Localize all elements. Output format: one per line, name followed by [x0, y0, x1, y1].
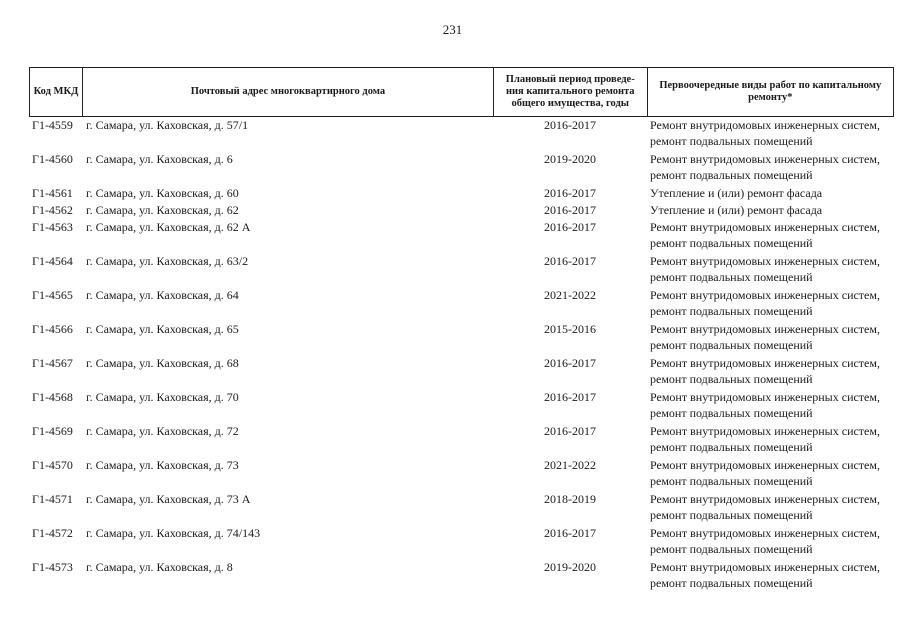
cell-works [647, 559, 894, 593]
works-line-2: ремонт подвальных помещений [650, 168, 813, 182]
cell-period: 2016-2017 [544, 118, 596, 132]
works-line-2: ремонт подвальных помещений [650, 576, 813, 590]
cell-address: г. Самара, ул. Каховская, д. 73 [86, 458, 239, 472]
cell-period: 2016-2017 [544, 203, 596, 217]
cell-address: г. Самара, ул. Каховская, д. 73 А [86, 492, 251, 506]
table-row [29, 202, 894, 219]
works-line-2: ремонт подвальных помещений [650, 542, 813, 556]
cell-code: Г1-4568 [32, 390, 73, 404]
cell-code: Г1-4564 [32, 254, 73, 268]
cell-code: Г1-4560 [32, 152, 73, 166]
cell-code: Г1-4565 [32, 288, 73, 302]
table-row [29, 321, 894, 355]
cell-period: 2016-2017 [544, 186, 596, 200]
cell-period: 2016-2017 [544, 390, 596, 404]
cell-address: г. Самара, ул. Каховская, д. 60 [86, 186, 239, 200]
cell-works [647, 491, 894, 525]
works-line-1: Ремонт внутридомовых инженерных систем, [650, 118, 880, 132]
works-line-2: ремонт подвальных помещений [650, 134, 813, 148]
cell-address: г. Самара, ул. Каховская, д. 62 А [86, 220, 251, 234]
cell-works [647, 287, 894, 321]
table-row [29, 491, 894, 525]
works-line-1: Ремонт внутридомовых инженерных систем, [650, 254, 880, 268]
cell-code: Г1-4569 [32, 424, 73, 438]
cell-period: 2018-2019 [544, 492, 596, 506]
works-line-1: Ремонт внутридомовых инженерных систем, [650, 492, 880, 506]
table-row [29, 525, 894, 559]
cell-works [647, 457, 894, 491]
cell-works [647, 117, 894, 151]
works-line-2: ремонт подвальных помещений [650, 270, 813, 284]
cell-address: г. Самара, ул. Каховская, д. 57/1 [86, 118, 249, 132]
works-line-1: Ремонт внутридомовых инженерных систем, [650, 356, 880, 370]
cell-works [647, 389, 894, 423]
header-period: Плановый период проведе-ния капитального ремонта общего имущества, годы [493, 68, 647, 116]
table-row [29, 559, 894, 593]
works-line-2: ремонт подвальных помещений [650, 474, 813, 488]
cell-works [647, 525, 894, 559]
cell-works [647, 253, 894, 287]
cell-period: 2016-2017 [544, 356, 596, 370]
table-row [29, 423, 894, 457]
works-line-1: Ремонт внутридомовых инженерных систем, [650, 288, 880, 302]
cell-address: г. Самара, ул. Каховская, д. 65 [86, 322, 239, 336]
repair-table [29, 67, 894, 593]
header-works: Первоочередные виды работ по капитальному ремонту* [647, 68, 893, 116]
cell-works [647, 185, 894, 202]
cell-address: г. Самара, ул. Каховская, д. 74/143 [86, 526, 261, 540]
cell-works [647, 355, 894, 389]
cell-code: Г1-4570 [32, 458, 73, 472]
table-row [29, 389, 894, 423]
works-line-1: Ремонт внутридомовых инженерных систем, [650, 526, 880, 540]
cell-period: 2019-2020 [544, 152, 596, 166]
page-number: 231 [442, 22, 463, 37]
cell-period: 2015-2016 [544, 322, 596, 336]
cell-code: Г1-4571 [32, 492, 73, 506]
works-line-2: ремонт подвальных помещений [650, 236, 813, 250]
works-line-1: Ремонт внутридомовых инженерных систем, [650, 152, 880, 166]
cell-works [647, 202, 894, 219]
header-address: Почтовый адрес многоквартирного дома [82, 68, 493, 116]
cell-code: Г1-4567 [32, 356, 73, 370]
table-row [29, 287, 894, 321]
cell-period: 2016-2017 [544, 526, 596, 540]
works-line-2: ремонт подвальных помещений [650, 406, 813, 420]
cell-code: Г1-4561 [32, 186, 73, 200]
cell-works [647, 151, 894, 185]
table-header [29, 67, 894, 117]
cell-address: г. Самара, ул. Каховская, д. 63/2 [86, 254, 249, 268]
works-line-2: ремонт подвальных помещений [650, 338, 813, 352]
works-line-2: ремонт подвальных помещений [650, 372, 813, 386]
cell-works [647, 321, 894, 355]
cell-code: Г1-4559 [32, 118, 73, 132]
cell-period: 2016-2017 [544, 254, 596, 268]
works-line-2: ремонт подвальных помещений [650, 304, 813, 318]
cell-address: г. Самара, ул. Каховская, д. 68 [86, 356, 239, 370]
cell-period: 2016-2017 [544, 220, 596, 234]
cell-code: Г1-4573 [32, 560, 73, 574]
cell-period: 2019-2020 [544, 560, 596, 574]
works-line-1: Ремонт внутридомовых инженерных систем, [650, 424, 880, 438]
cell-code: Г1-4572 [32, 526, 73, 540]
table-row [29, 219, 894, 253]
cell-period: 2021-2022 [544, 288, 596, 302]
works-line-1: Ремонт внутридомовых инженерных систем, [650, 322, 880, 336]
table-row [29, 185, 894, 202]
works-line-1: Утепление и (или) ремонт фасада [650, 186, 823, 200]
header-code: Код МКД [33, 86, 79, 97]
table-row [29, 117, 894, 151]
cell-address: г. Самара, ул. Каховская, д. 62 [86, 203, 239, 217]
cell-code: Г1-4563 [32, 220, 73, 234]
table-row [29, 151, 894, 185]
cell-period: 2021-2022 [544, 458, 596, 472]
cell-address: г. Самара, ул. Каховская, д. 72 [86, 424, 239, 438]
cell-period: 2016-2017 [544, 424, 596, 438]
table-row [29, 355, 894, 389]
cell-works [647, 423, 894, 457]
cell-code: Г1-4562 [32, 203, 73, 217]
cell-address: г. Самара, ул. Каховская, д. 64 [86, 288, 239, 302]
works-line-1: Ремонт внутридомовых инженерных систем, [650, 220, 880, 234]
cell-address: г. Самара, ул. Каховская, д. 8 [86, 560, 233, 574]
table-row [29, 457, 894, 491]
works-line-1: Утепление и (или) ремонт фасада [650, 203, 823, 217]
cell-code: Г1-4566 [32, 322, 73, 336]
table-row [29, 253, 894, 287]
cell-address: г. Самара, ул. Каховская, д. 6 [86, 152, 233, 166]
works-line-1: Ремонт внутридомовых инженерных систем, [650, 560, 880, 574]
works-line-1: Ремонт внутридомовых инженерных систем, [650, 390, 880, 404]
works-line-2: ремонт подвальных помещений [650, 508, 813, 522]
works-line-1: Ремонт внутридомовых инженерных систем, [650, 458, 880, 472]
works-line-2: ремонт подвальных помещений [650, 440, 813, 454]
cell-address: г. Самара, ул. Каховская, д. 70 [86, 390, 239, 404]
cell-works [647, 219, 894, 253]
